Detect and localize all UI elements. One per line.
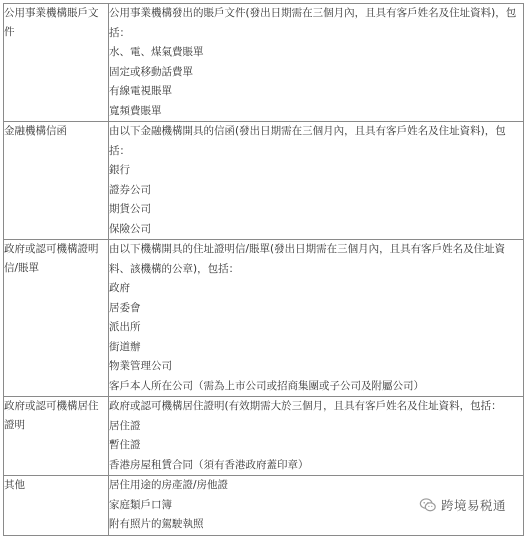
category-cell: 金融機構信函 [4, 122, 109, 240]
wechat-icon [419, 496, 437, 514]
detail-intro: 由以下機構開具的住址證明信/賬單(發出日期需在三個月內，且具有客戶姓名及住址資料、該機構的公章)，包括： [109, 243, 506, 275]
list-item: 暫住證 [109, 439, 141, 451]
table-row [4, 4, 524, 122]
list-item: 有線電視賬單 [109, 85, 172, 97]
list-item: 香港房屋租賃合同（須有香港政府蓋印章） [109, 458, 309, 471]
detail-cell [109, 4, 524, 122]
category-cell: 政府或認可機構證明信/賬單 [4, 240, 109, 397]
detail-intro: 政府或認可機構居住證明(有效期需大於三個月，且具有客戶姓名及住址資料，包括： [109, 400, 502, 412]
list-item: 居委會 [109, 301, 141, 314]
detail-cell [109, 397, 524, 476]
list-item: 政府 [109, 282, 130, 294]
list-item: 水、電、煤氣費賬單 [109, 46, 204, 58]
detail-cell [109, 240, 524, 397]
list-item: 證券公司 [109, 183, 151, 196]
list-item: 寬頻費賬單 [109, 104, 162, 117]
watermark-text: 跨境易税通 [440, 498, 506, 513]
list-item: 居住用途的房產證/房他證 [109, 479, 229, 491]
list-item: 家庭類戶口簿 [109, 498, 172, 511]
watermark [419, 496, 506, 514]
detail-cell [109, 122, 524, 240]
category-cell: 其他 [4, 476, 109, 536]
detail-intro: 由以下金融機構開具的信函(發出日期需在三個月內，且具有客戶姓名及住址資料)，包括： [109, 125, 506, 157]
document-table [3, 3, 524, 536]
category-cell: 政府或認可機構居住證明 [4, 397, 109, 476]
list-item: 街道辦 [109, 340, 141, 353]
list-item: 銀行 [109, 164, 130, 176]
list-item: 期貨公司 [109, 203, 151, 215]
list-item: 保險公司 [109, 222, 151, 235]
table-row [4, 240, 524, 397]
list-item: 附有照片的駕駛執照 [109, 518, 204, 530]
list-item: 居住證 [109, 419, 141, 432]
table-row [4, 397, 524, 476]
list-item: 派出所 [109, 321, 141, 333]
table-row [4, 122, 524, 240]
list-item: 固定或移動話費單 [109, 65, 193, 78]
category-cell: 公用事業機構賬戶文件 [4, 4, 109, 122]
list-item: 客戶本人所在公司（需為上市公司或招商集團或子公司及附屬公司） [109, 379, 424, 392]
list-item: 物業管理公司 [109, 360, 172, 372]
detail-intro: 公用事業機構發出的賬戶文件(發出日期需在三個月內，且具有客戶姓名及住址資料)，包括： [109, 7, 517, 39]
